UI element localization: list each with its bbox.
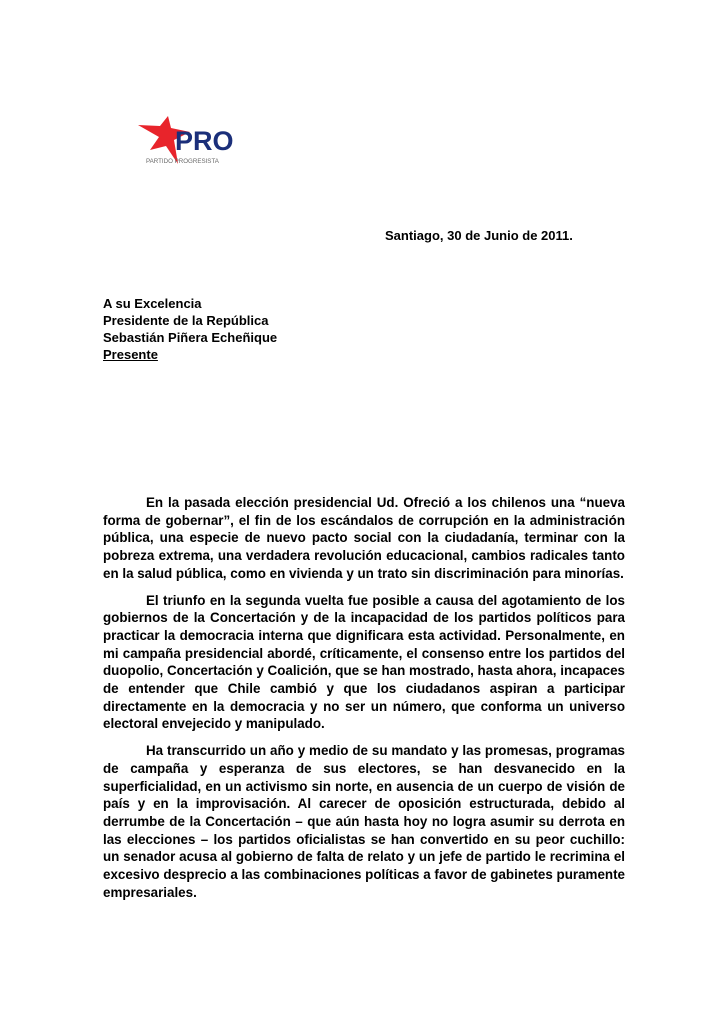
recipient-name: Sebastián Piñera Echeñique — [103, 330, 278, 345]
logo-text: PRO — [175, 126, 234, 156]
paragraph-2: El triunfo en la segunda vuelta fue posible a causa del agotamiento de los gobiernos de la Concertación y de la incapacidad de los partidos políticos para practicar la democracia interna que dignificara esta actividad. Personalmente, en mi campaña presidencial abordé, críticamente, el consenso entre los partidos del duopolio, Concertación y Coalición, que se han mostrado, hasta ahora, incapaces de entender que Chile cambió y que los ciudadanos aspiran a participar directamente en la democracia y no ser un número, que conforma un universo electoral envejecido y manipulado. — [103, 592, 625, 732]
paragraph-3: Ha transcurrido un año y medio de su mandato y las promesas, programas de campaña y esperanza de sus electores, se han desvanecido en la superficialidad, en un activismo sin norte, en ausencia de un cuerpo de visión de país y en la improvisación. Al carecer de oposición estructurada, debido al derrumbe de la Concertación – que aún hasta hoy no logra asumir su derrota en las elecciones – los partidos oficialistas se han convertido en su peor cuchillo: un senador acusa al gobierno de falta de relato y un jefe de partido le recrimina el excesivo desprecio a las combinaciones políticas a favor de gabinetes puramente empresariales. — [103, 743, 625, 900]
letter-body — [103, 494, 625, 910]
recipient-presente: Presente — [103, 347, 158, 362]
logo-subtitle: PARTIDO PROGRESISTA — [146, 158, 219, 165]
paragraph-1: En la pasada elección presidencial Ud. Ofreció a los chilenos una “nueva forma de gobernar”, el fin de los escándalos de corrupción en la administración pública, una especie de nuevo pacto social con la ciudadanía, terminar con la pobreza extrema, una verdadera revolución educacional, cambios radicales tanto en la salud pública, como en vivienda y un trato sin discriminación para minorías. — [103, 495, 625, 581]
recipient-title: A su Excelencia — [103, 296, 202, 311]
recipient-position: Presidente de la República — [103, 313, 269, 328]
date-line: Santiago, 30 de Junio de 2011. — [385, 228, 573, 243]
recipient-block — [103, 295, 277, 363]
star-logo-icon — [138, 116, 250, 166]
party-logo — [138, 116, 250, 166]
